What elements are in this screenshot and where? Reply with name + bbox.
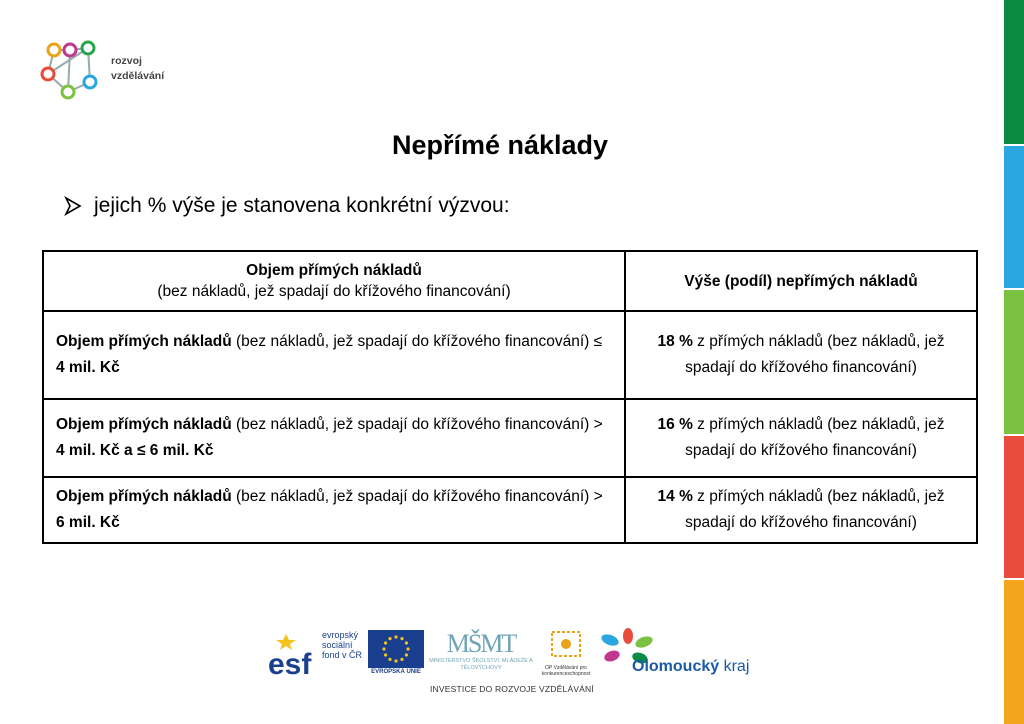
row-condition-bold: Objem přímých nákladů	[56, 488, 232, 505]
table-row	[43, 399, 977, 477]
row-condition-cell	[43, 399, 625, 477]
eu-text: EVROPSKÁ UNIE	[371, 669, 421, 675]
row-condition-bold: Objem přímých nákladů	[56, 416, 232, 433]
row-condition-limit: 6 mil. Kč	[56, 514, 120, 531]
esf-text: evropský sociální fond v ČR	[322, 630, 363, 660]
indirect-costs-table	[42, 250, 978, 544]
row-condition-cell	[43, 311, 625, 399]
kraj-word: kraj	[723, 658, 750, 675]
row-condition-bold: Objem přímých nákladů	[56, 333, 232, 350]
row-condition-text: (bez nákladů, jež spadají do křížového financování) ≤	[231, 333, 603, 350]
logo-line-1: rozvoj	[111, 55, 142, 67]
investice-slogan: INVESTICE DO ROZVOJE VZDĚLÁVÁNÍ	[430, 684, 594, 694]
row-value-cell	[625, 477, 977, 543]
row-value-text: z přímých nákladů (bez nákladů, jež spadají do křížového financování)	[685, 488, 945, 531]
slide-title: Nepřímé náklady	[391, 130, 609, 160]
color-strip-orange	[1004, 580, 1024, 724]
header-cell-indirect-share: Výše (podíl) nepřímých nákladů	[625, 251, 977, 311]
row-condition-limit: 4 mil. Kč	[56, 359, 120, 376]
row-value-cell	[625, 311, 977, 399]
row-value-text: z přímých nákladů (bez nákladů, jež spadají do křížového financování)	[685, 333, 945, 376]
header-cell-direct-costs	[43, 251, 625, 311]
olomoucky-kraj-text	[632, 658, 749, 676]
op-vk-logo	[538, 630, 594, 678]
msmt-mark: MŠMT	[446, 629, 516, 658]
esf-logo	[266, 630, 366, 678]
arrow-bullet-icon	[64, 196, 82, 216]
row-condition-text: (bez nákladů, jež spadají do křížového financování) >	[231, 416, 603, 433]
table-row	[43, 477, 977, 543]
row-condition-text: (bez nákladů, jež spadají do křížového financování) >	[231, 488, 603, 505]
esf-mark-icon	[266, 630, 322, 678]
bullet-text: jejich % výše je stanovena konkrétní výzvou:	[94, 194, 510, 217]
olomoucky-kraj-logo	[596, 628, 756, 680]
row-percentage: 18 %	[657, 333, 693, 350]
logo-text	[111, 54, 164, 84]
table-row	[43, 311, 977, 399]
msmt-text: MINISTERSTVO ŠKOLSTVÍ, MLÁDEŽE A TĚLOVÝCHOVY	[429, 658, 533, 671]
color-strip-blue	[1004, 146, 1024, 288]
msmt-logo	[428, 630, 534, 678]
op-vk-mark-icon	[546, 630, 586, 660]
row-percentage: 14 %	[657, 488, 693, 505]
row-condition-cell	[43, 477, 625, 543]
color-strip-lightgreen	[1004, 290, 1024, 434]
row-percentage: 16 %	[657, 416, 693, 433]
color-strip-red	[1004, 436, 1024, 578]
rozvoj-vzdelavani-logo	[40, 38, 180, 104]
header-col1-subtitle: (bez nákladů, jež spadají do křížového financování)	[157, 283, 511, 300]
eu-logo	[368, 630, 424, 678]
row-value-text: z přímých nákladů (bez nákladů, jež spadají do křížového financování)	[685, 416, 945, 459]
logo-line-2: vzdělávání	[111, 70, 165, 82]
svg-text:esf: esf	[268, 648, 312, 678]
bullet-item	[64, 194, 510, 218]
olomoucky-word: Olomoucký	[632, 658, 720, 675]
op-vk-text: OP Vzdělávání pro konkurenceschopnost	[541, 665, 591, 677]
table-header-row	[43, 251, 977, 311]
network-icon	[40, 38, 104, 102]
color-strip-green	[1004, 0, 1024, 144]
eu-flag-icon	[368, 630, 424, 668]
row-value-cell	[625, 399, 977, 477]
row-condition-limit: 4 mil. Kč a ≤ 6 mil. Kč	[56, 442, 214, 459]
header-col1-title: Objem přímých nákladů	[246, 262, 422, 279]
